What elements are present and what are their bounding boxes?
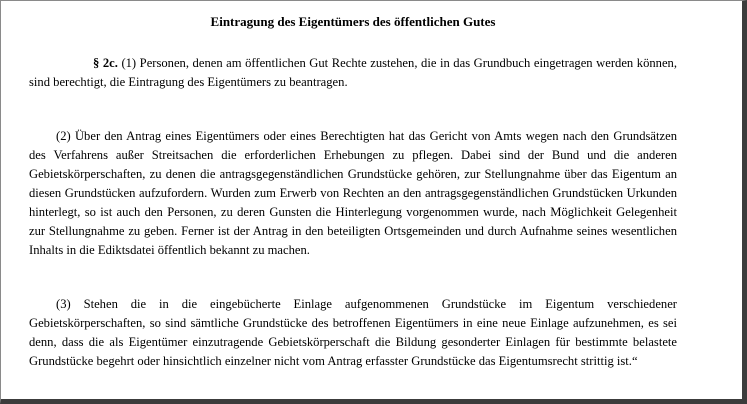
paragraph-2: (2) Über den Antrag eines Eigentümers oder eines Berechtigten hat das Gericht von Amts wegen nach den Grundsätzen des Verfahrens außer Streitsachen die erforderlichen Erhebungen zu pflegen. Dabei sind der Bund und die anderen Gebietskörperschaften, zu denen die antragsgegenständlichen Grundstücke gehören, zur Stellungnahme über das Eigentum an diesen Grundstücken aufzufordern. Wurden zum Erwerb von Rechten an den antragsgegenständlichen Grundstücken Urkunden hinterlegt, so ist auch den Personen, zu deren Gunsten die Hinterlegung vorgenommen wurde, nach Möglichkeit Gelegenheit zur Stellungnahme zu geben. Ferner ist der Antrag in den beteiligten Ortsgemeinden und durch Aufnahme seines wesentlichen Inhalts in die Ediktsdatei öffentlich bekannt zu machen.: [29, 129, 677, 257]
paragraph-1: [29, 54, 677, 92]
paragraph-1-text: (1) Personen, denen am öffentlichen Gut Rechte zustehen, die in das Grundbuch eingetragen werden können, sind berechtigt, die Eintragung des Eigentümers zu beantragen.: [29, 56, 677, 89]
document-body: [29, 12, 677, 371]
section-number: § 2c.: [93, 56, 118, 70]
document-title: Eintragung des Eigentümers des öffentlichen Gutes: [210, 14, 496, 29]
paragraph-3: (3) Stehen die in die eingebücherte Einlage aufgenommenen Grundstücke im Eigentum verschiedener Gebietskörperschaften, so sind sämtliche Grundstücke des betroffenen Eigentümers in eine neue Einlage aufzunehmen, es sei denn, dass die als Eigentümer einzutragende Gebietskörperschaft die Bildung gesonderter Einlagen für bestimmte belastete Grundstücke begehrt oder hinsichtlich einzelner nicht vom Antrag erfasster Grundstücke das Eigentumsrecht strittig ist.“: [29, 297, 677, 368]
